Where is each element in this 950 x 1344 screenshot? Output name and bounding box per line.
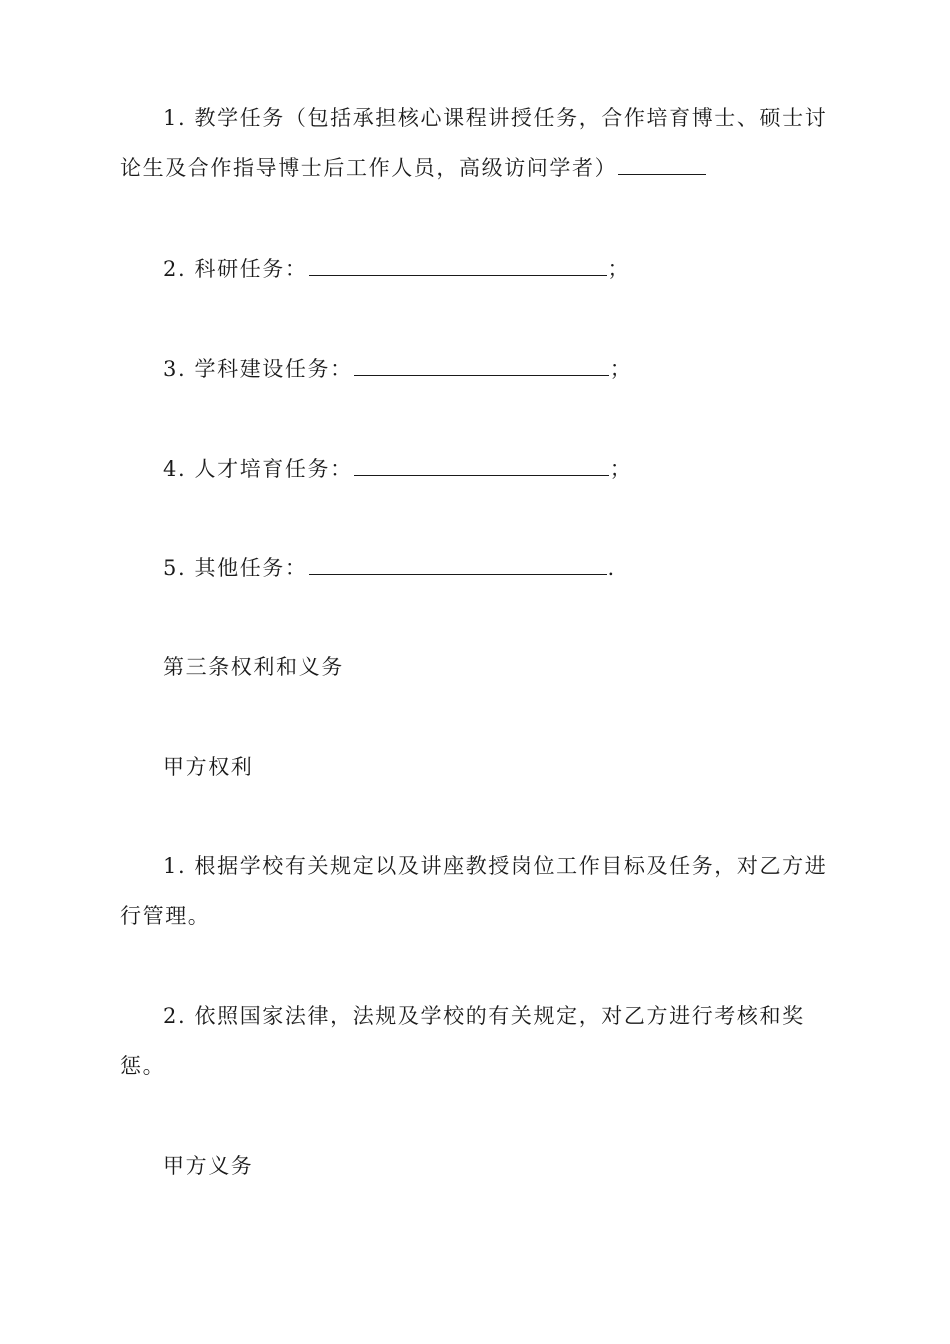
task-item-teaching [120, 93, 840, 193]
task-item-other: 5. 其他任务： . [120, 543, 840, 593]
party-a-rights-heading: 甲方权利 [163, 755, 254, 779]
task-item-teaching-text: 1. 教学任务（包括承担核心课程讲授任务，合作培育博士、硕士讨论生及合作指导博士后工作人员，高级访问学者） [120, 106, 828, 180]
task-item-research-text: 2. 科研任务： [163, 257, 308, 281]
fill-in-blank[interactable] [309, 253, 607, 276]
task-item-discipline: 3. 学科建设任务： ； [120, 344, 840, 394]
fill-in-blank[interactable] [354, 353, 609, 376]
section-heading: 第三条权利和义务 [163, 655, 344, 679]
party-a-duties-heading: 甲方义务 [163, 1154, 254, 1178]
fill-in-blank[interactable] [354, 453, 609, 476]
fill-in-blank[interactable] [309, 552, 607, 575]
fill-in-blank[interactable] [618, 152, 706, 175]
task-item-talent: 4. 人才培育任务： ； [120, 444, 840, 494]
task-item-research: 2. 科研任务： ； [120, 244, 840, 294]
task-item-talent-text: 4. 人才培育任务： [163, 457, 353, 481]
task-item-discipline-text: 3. 学科建设任务： [163, 357, 353, 381]
party-a-right-item: 2. 依照国家法律，法规及学校的有关规定，对乙方进行考核和奖惩。 [120, 1004, 805, 1078]
party-a-right-item: 1. 根据学校有关规定以及讲座教授岗位工作目标及任务，对乙方进行管理。 [120, 854, 828, 928]
task-item-other-text: 5. 其他任务： [163, 556, 308, 580]
